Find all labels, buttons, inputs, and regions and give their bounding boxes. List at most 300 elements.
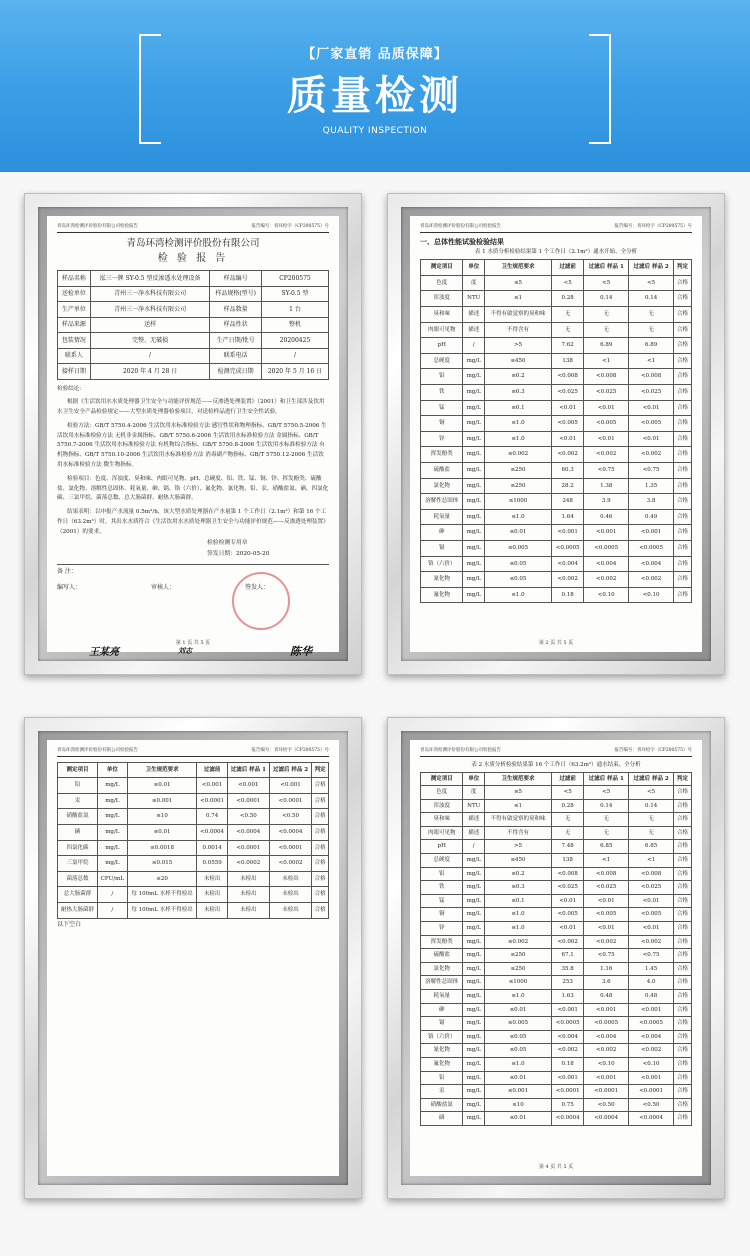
table-cell: <0.008 (584, 867, 629, 881)
table-cell: 描述 (463, 322, 485, 338)
column-header: 过滤后 样品 2 (269, 762, 311, 778)
table-row (58, 840, 329, 856)
table-cell: ≤0.05 (484, 572, 551, 588)
table-cell: 青州三一净水科技有限公司 (90, 286, 210, 302)
table-cell: 铝 (421, 369, 463, 385)
result-text: 结果表明：以申报产水流量 0.5m³/h，该大型水质处理器在产水量第 1 个工作日（2.1m³）和第 16 个工作日（63.2m³）时，其出水水质符合《生活饮用水水质处理器卫生安全与功能评价规范——反渗透处理装置》（2001）的要求。 (57, 509, 329, 535)
table-cell: ≤250 (484, 478, 551, 494)
table-cell: <0.0001 (269, 793, 311, 809)
table-cell: mg/L (463, 556, 485, 572)
table-cell: <0.005 (552, 908, 584, 922)
table-cell: <0.005 (629, 416, 674, 432)
table-cell: 合格 (674, 478, 692, 494)
banner-title: 质量检测 (287, 73, 463, 119)
table-cell: mg/L (463, 1085, 485, 1099)
table-cell: 未检出 (269, 887, 311, 903)
table-cell: 1.35 (629, 478, 674, 494)
table-cell: 氟化物 (421, 1057, 463, 1071)
table-cell: <0.001 (197, 778, 227, 794)
table-row (421, 786, 692, 800)
table-cell: 无 (552, 307, 584, 323)
table-cell: 肉眼可见物 (421, 826, 463, 840)
table-row (421, 525, 692, 541)
table-cell: <0.0005 (584, 540, 629, 556)
table-cell: <0.10 (584, 1057, 629, 1071)
table-cell: 0.14 (629, 291, 674, 307)
table-cell: <0.004 (584, 1030, 629, 1044)
table-cell: <0.008 (629, 369, 674, 385)
table-cell: ≤0.0018 (127, 840, 197, 856)
approver-signature: 陈华 (290, 645, 312, 658)
table-cell: 浑浊度 (421, 799, 463, 813)
table-row (421, 291, 692, 307)
table-cell: <0.01 (629, 431, 674, 447)
table-cell: 描述 (463, 826, 485, 840)
table-cell: CFU/mL (97, 871, 127, 887)
table-cell: 0.49 (629, 509, 674, 525)
table-cell: <0.75 (629, 949, 674, 963)
table-cell: 溶解性总固体 (421, 976, 463, 990)
table-cell: 臭和味 (421, 813, 463, 827)
table-cell: 青州三一净水科技有限公司 (90, 302, 210, 318)
certificate-frame-cover (24, 193, 362, 675)
table-cell: <0.01 (584, 922, 629, 936)
table-cell: 合格 (674, 1030, 692, 1044)
table-cell: 248 (552, 494, 584, 510)
table-cell: 锌 (421, 431, 463, 447)
table-cell: 硫酸盐 (421, 949, 463, 963)
table-cell: 合格 (674, 962, 692, 976)
table-cell: 3.8 (629, 494, 674, 510)
table-cell: <0.01 (552, 400, 584, 416)
table-cell: 合格 (674, 275, 692, 291)
table-cell: 总硬度 (421, 854, 463, 868)
table-row (421, 416, 692, 432)
table-row (421, 353, 692, 369)
table-cell: <0.008 (552, 867, 584, 881)
table-row (421, 307, 692, 323)
table-cell: <5 (629, 786, 674, 800)
table-row (421, 1071, 692, 1085)
table-cell: <0.0005 (629, 1017, 674, 1031)
table-cell: ≤0.01 (484, 1003, 551, 1017)
table-cell: 生产日期/批号 (210, 333, 262, 349)
table-cell: pH (421, 840, 463, 854)
table-row (58, 887, 329, 903)
table-cell: <0.50 (227, 809, 269, 825)
column-header: 过滤后 样品 2 (629, 772, 674, 786)
table-cell: <0.004 (584, 556, 629, 572)
table-row (58, 856, 329, 872)
table-cell: <0.002 (552, 447, 584, 463)
table-row (421, 990, 692, 1004)
table-cell: mg/L (463, 949, 485, 963)
table-cell: <0.01 (629, 894, 674, 908)
table-cell: 硒 (421, 1112, 463, 1126)
table-cell: 合格 (674, 431, 692, 447)
table-cell: 合格 (312, 856, 329, 872)
table-cell: mg/L (463, 854, 485, 868)
table-cell: ≤0.01 (484, 525, 551, 541)
table-cell: <0.0004 (197, 825, 227, 841)
conclusion-label: 检验结论： (57, 385, 85, 392)
table-cell: ≤0.015 (127, 856, 197, 872)
table-cell: <0.10 (629, 587, 674, 603)
table-cell: <0.025 (552, 881, 584, 895)
table-cell: 度 (463, 786, 485, 800)
table-cell: / (97, 902, 127, 918)
table-cell: mg/L (463, 431, 485, 447)
table-cell: mg/L (463, 1044, 485, 1058)
table-row (421, 1098, 692, 1112)
table-cell: ≤1.0 (484, 509, 551, 525)
table-cell: 合格 (312, 778, 329, 794)
table-cell: mg/L (463, 572, 485, 588)
table-row (421, 1057, 692, 1071)
table-cell: 铬（六价） (421, 1030, 463, 1044)
table-cell: mg/L (463, 540, 485, 556)
table-cell: <0.001 (584, 1003, 629, 1017)
table-cell: ≤5 (484, 275, 551, 291)
table-row (421, 1003, 692, 1017)
table-cell: 度 (463, 275, 485, 291)
table-cell: <0.001 (584, 525, 629, 541)
table-cell: <0.005 (552, 416, 584, 432)
table-cell: <0.005 (584, 908, 629, 922)
table-cell: <0.50 (584, 1098, 629, 1112)
table-cell: ≤1.0 (484, 416, 551, 432)
table-cell: 总大肠菌群 (58, 887, 98, 903)
table-cell: 138 (552, 353, 584, 369)
table-cell: <0.001 (584, 1071, 629, 1085)
table-cell: 合格 (674, 322, 692, 338)
table-cell: 合格 (674, 867, 692, 881)
table-cell: 合格 (674, 572, 692, 588)
column-header: 卫生规范要求 (127, 762, 197, 778)
results-table (420, 772, 692, 1126)
column-header: 卫生规范要求 (484, 772, 551, 786)
table-row (421, 587, 692, 603)
table-cell: 氟化物 (421, 587, 463, 603)
table-cell: <0.002 (629, 572, 674, 588)
table-row (58, 302, 329, 318)
column-header: 单位 (97, 762, 127, 778)
table-cell: 联系人 (58, 348, 91, 364)
table-row (421, 447, 692, 463)
table-cell: 7.48 (552, 840, 584, 854)
table-cell: 6.85 (629, 840, 674, 854)
table-row (421, 1044, 692, 1058)
table-cell: / (261, 348, 328, 364)
table-cell: <0.0002 (227, 856, 269, 872)
table-cell: <0.10 (629, 1057, 674, 1071)
table-cell: 2020 年 4 月 28 日 (90, 364, 210, 380)
table-cell: <0.002 (584, 572, 629, 588)
table-cell: 铅 (58, 778, 98, 794)
table-cell: ≤1 (484, 291, 551, 307)
table-cell: 20200425 (261, 333, 328, 349)
report-page-4 (410, 740, 702, 1176)
table-cell: 合格 (674, 587, 692, 603)
table-cell: <0.001 (552, 525, 584, 541)
table-cell: mg/L (463, 881, 485, 895)
table-row (421, 431, 692, 447)
table-row (421, 509, 692, 525)
table-cell: 氯化物 (421, 962, 463, 976)
table-cell: 0.18 (552, 1057, 584, 1071)
table-cell: ≤1 (484, 799, 551, 813)
table-cell: <0.0004 (552, 1112, 584, 1126)
results-table (420, 259, 692, 603)
table-cell: ≤0.2 (484, 369, 551, 385)
table-cell: <0.75 (629, 462, 674, 478)
table-cell: 0.0559 (197, 856, 227, 872)
table-cell: <0.025 (584, 385, 629, 401)
column-header: 测定项目 (421, 772, 463, 786)
approver-label: 签发人： (244, 584, 269, 592)
table-cell: 未检出 (269, 871, 311, 887)
table-cell: mg/L (463, 1098, 485, 1112)
table-cell: mg/L (463, 867, 485, 881)
table-cell: 4.0 (629, 976, 674, 990)
table-cell: 铜 (421, 416, 463, 432)
table-cell: <0.001 (629, 1071, 674, 1085)
table-cell: 硝酸盐氮 (58, 809, 98, 825)
table-cell: 砷 (421, 1003, 463, 1017)
table-cell: 合格 (312, 809, 329, 825)
table-cell: ≤5 (484, 786, 551, 800)
table-cell: mg/L (463, 1071, 485, 1085)
table-cell: <0.0005 (552, 1017, 584, 1031)
table-cell: 挥发酚类 (421, 935, 463, 949)
table-cell: ≤1.0 (484, 908, 551, 922)
table-row (421, 322, 692, 338)
table-cell: 未检出 (197, 887, 227, 903)
table-cell: 1.63 (552, 990, 584, 1004)
table-cell: 未检出 (227, 887, 269, 903)
table-row (421, 962, 692, 976)
table-cell: 汞 (421, 1085, 463, 1099)
column-header: 判定 (674, 772, 692, 786)
table-caption: 表 2 水质分析检验结果第 16 个工作日（63.2m³）通水结束、全分析 (471, 761, 641, 768)
table-row (421, 935, 692, 949)
table-cell: 无 (552, 826, 584, 840)
table-cell: mg/L (463, 1017, 485, 1031)
table-cell: <0.0004 (269, 825, 311, 841)
table-cell: 0.18 (552, 587, 584, 603)
table-caption: 表 1 水质分析检验结果第 1 个工作日（2.1m³）通水开始、全分析 (474, 249, 638, 256)
table-cell: <0.005 (584, 416, 629, 432)
table-cell: <0.005 (629, 908, 674, 922)
table-cell: 1.64 (552, 509, 584, 525)
table-cell: 描述 (463, 307, 485, 323)
table-cell: 合格 (312, 840, 329, 856)
table-row (421, 494, 692, 510)
table-cell: 无 (584, 813, 629, 827)
table-cell: 耗氧量 (421, 990, 463, 1004)
table-cell: ≤250 (484, 962, 551, 976)
column-header: 过滤后 样品 2 (629, 260, 674, 276)
table-cell: 7.62 (552, 338, 584, 354)
table-cell: 镉 (421, 540, 463, 556)
table-cell: 合格 (674, 494, 692, 510)
page-number: 第 4 页 共 5 页 (538, 1163, 574, 1170)
results-table (57, 762, 329, 919)
table-row (58, 333, 329, 349)
table-cell: <0.001 (552, 1003, 584, 1017)
table-cell: 1 台 (261, 302, 328, 318)
report-header (420, 748, 692, 757)
table-cell: ≤1.0 (484, 990, 551, 1004)
table-cell: <0.10 (584, 587, 629, 603)
table-cell: >5 (484, 840, 551, 854)
page-number: 第 1 页 共 5 页 (175, 639, 211, 646)
table-cell: 合格 (674, 990, 692, 1004)
table-cell: 三氯甲烷 (58, 856, 98, 872)
table-cell: 生产单位 (58, 302, 91, 318)
table-cell: 60.3 (552, 462, 584, 478)
table-cell: 合格 (674, 813, 692, 827)
table-cell: 合格 (674, 935, 692, 949)
reviewer-label: 审核人： (150, 584, 175, 592)
table-cell: <0.01 (552, 431, 584, 447)
table-cell: <0.002 (629, 447, 674, 463)
table-cell: 合格 (674, 922, 692, 936)
table-cell: <0.0001 (227, 840, 269, 856)
table-cell: 合格 (312, 887, 329, 903)
table-cell: 未检出 (227, 871, 269, 887)
table-row (421, 462, 692, 478)
table-cell: <0.01 (629, 400, 674, 416)
table-cell: 样品来源 (58, 317, 91, 333)
table-cell: <0.002 (584, 935, 629, 949)
table-cell: <0.008 (629, 867, 674, 881)
table-cell: <0.008 (584, 369, 629, 385)
table-cell: <0.001 (629, 1003, 674, 1017)
table-cell: <0.0001 (269, 840, 311, 856)
table-cell: 整机 (261, 317, 328, 333)
table-row (421, 881, 692, 895)
table-cell: 样品编号 (210, 271, 262, 287)
table-row (421, 400, 692, 416)
table-cell: 28.2 (552, 478, 584, 494)
table-cell: ≤0.01 (484, 1112, 551, 1126)
editor-signature: 王某亮 (89, 647, 119, 658)
table-row (421, 894, 692, 908)
table-cell: <0.0005 (629, 540, 674, 556)
table-cell: 合格 (674, 976, 692, 990)
table-cell: 合格 (674, 854, 692, 868)
table-row (421, 338, 692, 354)
table-row (421, 840, 692, 854)
table-row (58, 825, 329, 841)
table-cell: ≤10 (127, 809, 197, 825)
table-cell: 合格 (674, 826, 692, 840)
table-cell: 样品名称 (58, 271, 91, 287)
table-row (421, 1112, 692, 1126)
table-cell: 1.45 (629, 962, 674, 976)
table-cell: 硒 (58, 825, 98, 841)
table-cell: 0.28 (552, 291, 584, 307)
table-cell: ≤250 (484, 462, 551, 478)
header-report-no: 报告编号：青环检字（CP200575）号 (251, 224, 329, 229)
table-cell: <0.025 (629, 881, 674, 895)
table-cell: 3.6 (584, 976, 629, 990)
frame-inner-border (401, 731, 711, 1185)
column-header: 测定项目 (58, 762, 98, 778)
table-cell: <0.0004 (629, 1112, 674, 1126)
table-row (58, 286, 329, 302)
report-header (420, 224, 692, 233)
table-row (421, 1085, 692, 1099)
table-cell: 合格 (674, 799, 692, 813)
table-cell: 无 (629, 826, 674, 840)
seal-label: 检验检测专用章 (207, 540, 248, 547)
table-cell: ≤0.3 (484, 385, 551, 401)
table-cell: 四氯化碳 (58, 840, 98, 856)
table-cell: ≤0.05 (484, 1044, 551, 1058)
items-text: 检验项目：色度、浑浊度、臭和味、肉眼可见物、pH、总硬度、铝、铁、锰、铜、锌、挥发酚类、硫酸盐、氯化物、溶解性总固体、耗氧量、砷、镉、铬（六价）、氟化物、氰化物、铅、汞、硝酸盐氮、硒、四氯化碳、三氯甲烷、菌落总数、总大肠菌群、耐热大肠菌群。 (57, 475, 329, 502)
issue-date: 签发日期：2020-05-20 (207, 550, 270, 557)
table-cell: 0.14 (629, 799, 674, 813)
table-cell: mg/L (463, 400, 485, 416)
table-cell: 耐热大肠菌群 (58, 902, 98, 918)
table-cell: mg/L (463, 525, 485, 541)
table-cell: 接样日期 (58, 364, 91, 380)
table-cell: 汞 (58, 793, 98, 809)
table-cell: 0.48 (584, 990, 629, 1004)
table-cell: 浑浊度 (421, 291, 463, 307)
column-header: 判定 (674, 260, 692, 276)
table-row (58, 271, 329, 287)
table-cell: ≤1000 (484, 494, 551, 510)
table-cell: 描述 (463, 813, 485, 827)
table-cell: 合格 (674, 1017, 692, 1031)
table-cell: 不得含有 (484, 826, 551, 840)
table-cell: 检测完成日期 (210, 364, 262, 380)
table-cell: 锰 (421, 894, 463, 908)
table-cell: mg/L (97, 809, 127, 825)
table-cell: ≤0.3 (484, 881, 551, 895)
table-cell: mg/L (463, 447, 485, 463)
table-cell: mg/L (463, 369, 485, 385)
table-cell: 合格 (674, 881, 692, 895)
table-cell: mg/L (97, 840, 127, 856)
table-cell: 合格 (674, 509, 692, 525)
frame-inner-border (38, 207, 348, 661)
table-cell: ≤0.005 (484, 1017, 551, 1031)
header-org: 青岛环湾检测评价股份有限公司检验报告 (57, 748, 138, 753)
column-header: 过滤后 样品 1 (584, 260, 629, 276)
table-cell: 样品数量 (210, 302, 262, 318)
company-name: 青岛环湾检测评价股份有限公司 (126, 237, 260, 249)
table-cell: 6.85 (584, 840, 629, 854)
column-header: 卫生规范要求 (484, 260, 551, 276)
table-cell: ≤0.2 (484, 867, 551, 881)
table-cell: ≤0.01 (484, 1071, 551, 1085)
table-cell: 锌 (421, 922, 463, 936)
table-row (58, 902, 329, 918)
table-cell: ≤1.0 (484, 1057, 551, 1071)
table-cell: <0.0002 (269, 856, 311, 872)
table-cell: 砷 (421, 525, 463, 541)
table-cell: mg/L (463, 990, 485, 1004)
table-cell: mg/L (463, 385, 485, 401)
table-cell: mg/L (97, 856, 127, 872)
basis-text: 根据《生活饮用水水质处理器卫生安全与功能评价规范——反渗透处理装置》（2001）和卫生部涉及饮用水卫生安全产品检验规定——大型水质处理器检验项目，对送检样品进行卫生安全性试验。 (57, 399, 325, 416)
table-cell: 未检出 (197, 902, 227, 918)
table-row (58, 348, 329, 364)
